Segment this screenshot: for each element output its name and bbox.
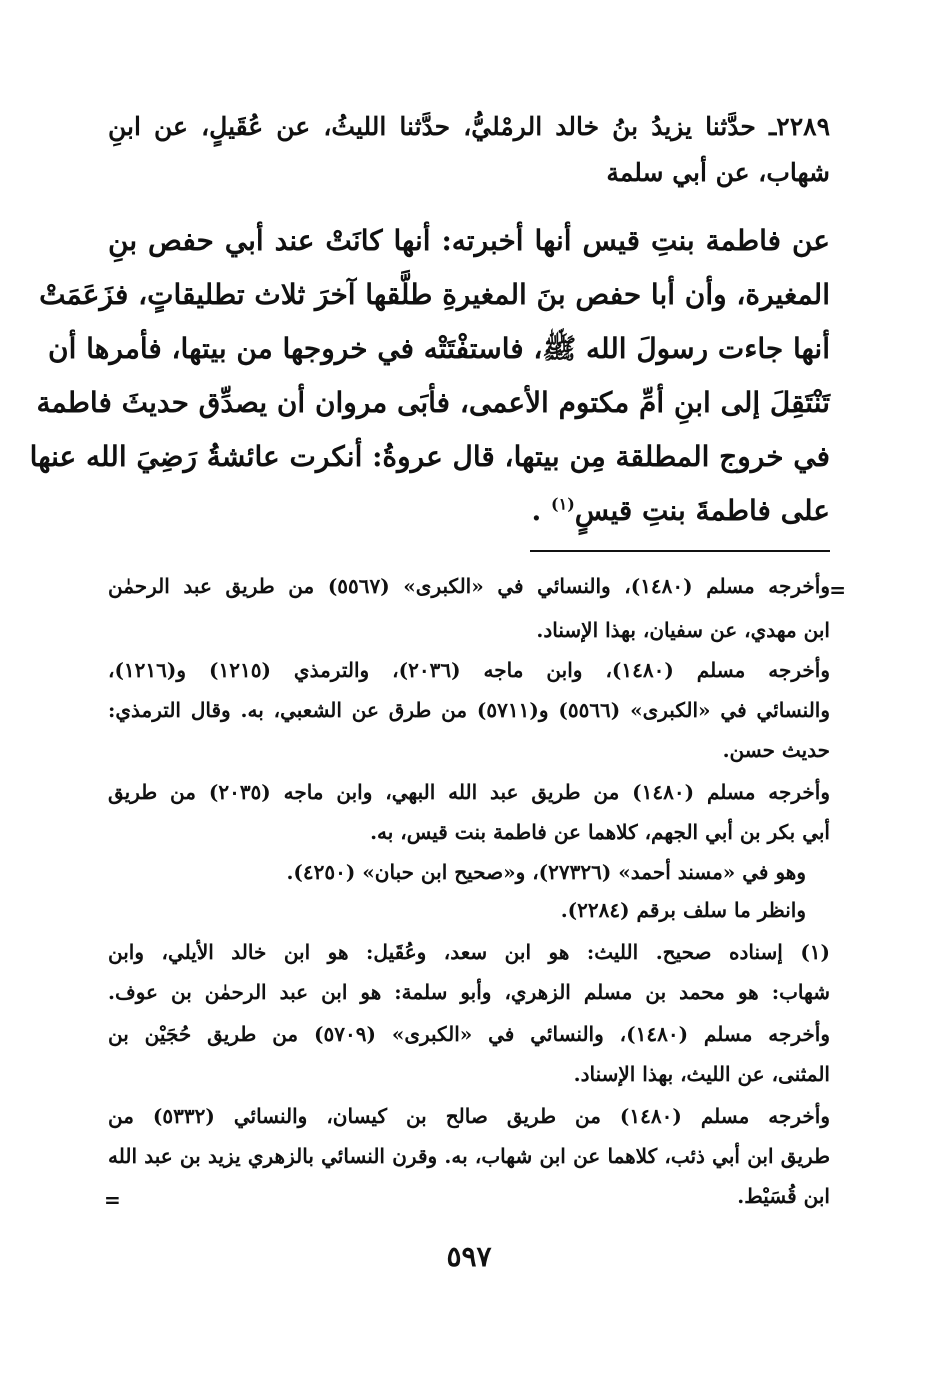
- footnote-line-8: وهو في «مسند أحمد» (٢٧٣٢٦)، و«صحيح ابن حبان» (٤٢٥٠).: [286, 860, 806, 884]
- isnad-line-1: ٢٢٨٩ـ حدَّثنا يزيدُ بنُ خالد الرمْليُّ، حدَّثنا الليثُ، عن عُقَيلٍ، عن ابنِ: [108, 112, 830, 141]
- footnote-line-4: والنسائي في «الكبرى» (٥٥٦٦) و(٥٧١١) من طرق عن الشعبي، به. وقال الترمذي:: [108, 698, 830, 722]
- footnote-separator: [530, 550, 830, 552]
- isnad-line-2: شهاب، عن أبي سلمة: [606, 158, 830, 187]
- matn-line-2: المغيرة، وأن أبا حفص بنَ المغيرةِ طلَّقها آخرَ ثلاث تطليقاتٍ، فزَعَمَتْ: [39, 278, 830, 311]
- matn-line-4: تَنْتَقِلَ إلى ابنِ أمِّ مكتوم الأعمى، فأبَى مروان أن يصدِّق حديثَ فاطمة: [36, 386, 830, 419]
- page-number: ٥٩٧: [446, 1240, 492, 1273]
- footnote-reference: (١): [551, 494, 575, 514]
- footnote-line-1: وأخرجه مسلم (١٤٨٠)، والنسائي في «الكبرى» (٥٥٦٧) من طريق عبد الرحمٰن: [108, 574, 830, 598]
- footnote-line-15: طريق ابن أبي ذئب، كلاهما عن ابن شهاب، به. وقرن النسائي بالزهري يزيد بن عبد الله: [108, 1144, 830, 1168]
- footnote-line-2: ابن مهدي، عن سفيان، بهذا الإسناد.: [536, 618, 830, 642]
- matn-last-text: على فاطمةَ بنتِ قيسٍ: [574, 494, 830, 527]
- footnote-line-6: وأخرجه مسلم (١٤٨٠) من طريق عبد الله البهي، وابن ماجه (٢٠٣٥) من طريق: [108, 780, 830, 804]
- continuation-mark-top: =: [829, 578, 846, 602]
- footnote-line-7: أبي بكر بن أبي الجهم، كلاهما عن فاطمة بنت قيس، به.: [370, 820, 830, 844]
- footnote-line-9: وانظر ما سلف برقم (٢٢٨٤).: [560, 898, 806, 922]
- footnote-line-11: شهاب: هو محمد بن مسلم الزهري، وأبو سلمة: هو ابن عبد الرحمٰن بن عوف.: [108, 980, 830, 1004]
- footnote-line-13: المثنى، عن الليث، بهذا الإسناد.: [573, 1062, 830, 1086]
- footnote-line-3: وأخرجه مسلم (١٤٨٠)، وابن ماجه (٢٠٣٦)، والترمذي (١٢١٥) و(١٢١٦)،: [108, 658, 830, 682]
- footnote-line-5: حديث حسن.: [722, 738, 830, 762]
- matn-line-1: عن فاطمة بنتِ قيس أنها أخبرته: أنها كانَتْ عند أبي حفص بنِ: [108, 224, 830, 257]
- matn-line-3: أنها جاءت رسولَ الله ﷺ، فاستفْتَتْه في خروجها من بيتها، فأمرها أن: [48, 332, 830, 365]
- footnote-line-10: (١) إسناده صحيح. الليث: هو ابن سعد، وعُقَيل: هو ابن خالد الأيلي، وابن: [108, 940, 830, 964]
- matn-end: .: [531, 494, 542, 527]
- footnote-line-14: وأخرجه مسلم (١٤٨٠) من طريق صالح بن كيسان، والنسائي (٥٣٣٢) من: [108, 1104, 831, 1128]
- matn-line-6: [108, 494, 830, 527]
- footnote-line-12: وأخرجه مسلم (١٤٨٠)، والنسائي في «الكبرى» (٥٧٠٩) من طريق حُجَيْن بن: [108, 1022, 830, 1046]
- continuation-mark-bottom: =: [104, 1188, 121, 1212]
- footnote-line-16: ابن قُسَيْط.: [737, 1184, 830, 1208]
- matn-line-5: في خروج المطلقة مِن بيتها، قال عروةُ: أنكرت عائشةُ رَضِيَ الله عنها: [29, 440, 830, 473]
